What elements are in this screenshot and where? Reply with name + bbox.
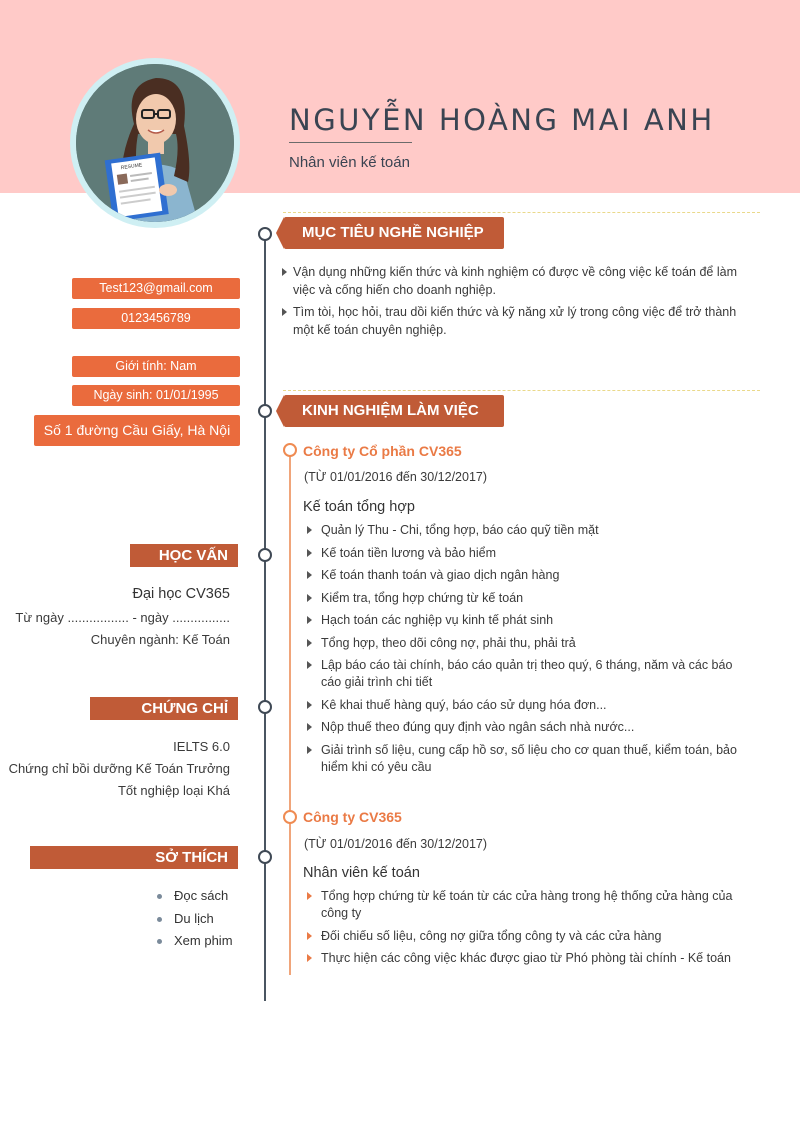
- job-title: Nhân viên kế toán: [303, 865, 420, 881]
- timeline-node-hobbies: [258, 850, 272, 864]
- job-node: [283, 443, 297, 457]
- objective-heading: MỤC TIÊU NGHỀ NGHIỆP: [284, 217, 504, 249]
- certificate-item: Tốt nghiệp loại Khá: [117, 783, 230, 798]
- job-node: [283, 810, 297, 824]
- job-company: Công ty CV365: [303, 809, 402, 825]
- avatar: [76, 64, 234, 222]
- list-item: Nộp thuế theo đúng quy định vào ngân sách nhà nước...: [305, 719, 755, 736]
- candidate-role: Nhân viên kế toán: [289, 154, 410, 171]
- list-item: Kế toán tiền lương và bảo hiểm: [305, 545, 755, 562]
- list-item: Tổng hợp, theo dõi công nợ, phải thu, phải trả: [305, 635, 755, 652]
- list-item: Tổng hợp chứng từ kế toán từ các cửa hàng trong hệ thống cửa hàng của công ty: [305, 888, 755, 922]
- experience-timeline: [289, 452, 291, 975]
- birthday-pill: Ngày sinh: 01/01/1995: [72, 385, 240, 406]
- objective-heading-arrow: [276, 217, 284, 249]
- job-period: (TỪ 01/01/2016 đến 30/12/2017): [304, 837, 488, 851]
- address-pill: Số 1 đường Cầu Giấy, Hà Nội: [34, 415, 240, 446]
- experience-heading-arrow: [276, 395, 284, 427]
- gender-pill: Giới tính: Nam: [72, 356, 240, 377]
- timeline-node-certificates: [258, 700, 272, 714]
- list-item: Hạch toán các nghiệp vụ kinh tế phát sinh: [305, 612, 755, 629]
- certificates-heading: CHỨNG CHỈ: [90, 697, 238, 720]
- certificate-item: IELTS 6.0: [173, 739, 230, 754]
- svg-text:RESUME: RESUME: [120, 162, 143, 172]
- timeline-node-education: [258, 548, 272, 562]
- phone-pill: 0123456789: [72, 308, 240, 329]
- list-item: Kế toán thanh toán và giao dịch ngân hàng: [305, 567, 755, 584]
- education-school: Đại học CV365: [132, 586, 230, 602]
- education-major: Chuyên ngành: Kế Toán: [90, 632, 230, 647]
- objective-list: [280, 263, 750, 343]
- list-item: Quản lý Thu - Chi, tổng hợp, báo cáo quỹ tiền mặt: [305, 522, 755, 539]
- list-item: Xem phim: [157, 933, 233, 956]
- list-item: Đọc sách: [157, 888, 233, 911]
- job-title: Kế toán tổng hợp: [303, 499, 415, 515]
- timeline-node-objective: [258, 227, 272, 241]
- list-item: Thực hiện các công việc khác được giao từ Phó phòng tài chính - Kế toán: [305, 950, 755, 967]
- list-item: Du lịch: [157, 911, 233, 934]
- name-divider: [289, 142, 412, 143]
- list-item: Vận dụng những kiến thức và kinh nghiệm có được về công việc kế toán để làm việc và cống hiến cho doanh nghiệp.: [280, 263, 750, 299]
- job-period: (TỪ 01/01/2016 đến 30/12/2017): [304, 470, 488, 484]
- job-company: Công ty Cổ phần CV365: [303, 443, 462, 459]
- timeline-node-experience: [258, 404, 272, 418]
- job-task-list: [305, 888, 755, 973]
- candidate-name: NGUYỄN HOÀNG MAI ANH: [289, 103, 715, 137]
- section-divider: [283, 212, 760, 213]
- email-pill: Test123@gmail.com: [72, 278, 240, 299]
- hobbies-list: [157, 888, 233, 956]
- list-item: Lập báo cáo tài chính, báo cáo quản trị theo quý, 6 tháng, năm và các báo cáo giải trình chi tiết: [305, 657, 755, 691]
- education-heading: HỌC VẤN: [130, 544, 238, 567]
- list-item: Đối chiếu số liệu, công nợ giữa tổng công ty và các cửa hàng: [305, 928, 755, 945]
- list-item: Tìm tòi, học hỏi, trau dồi kiến thức và kỹ năng xử lý trong công việc để trở thành một kế toán chuyên nghiệp.: [280, 303, 750, 339]
- job-task-list: [305, 522, 755, 781]
- experience-heading: KINH NGHIỆM LÀM VIỆC: [284, 395, 504, 427]
- list-item: Giải trình số liệu, cung cấp hồ sơ, số liệu cho cơ quan thuế, kiểm toán, bảo hiểm khi có yêu cầu: [305, 742, 755, 776]
- hobbies-heading: SỞ THÍCH: [30, 846, 238, 869]
- avatar-photo: [76, 64, 234, 222]
- section-divider: [283, 390, 760, 391]
- list-item: Kiểm tra, tổng hợp chứng từ kế toán: [305, 590, 755, 607]
- certificate-item: Chứng chỉ bồi dưỡng Kế Toán Trưởng: [8, 761, 230, 776]
- list-item: Kê khai thuế hàng quý, báo cáo sử dụng hóa đơn...: [305, 697, 755, 714]
- education-dates: Từ ngày ................. - ngày ................: [15, 610, 230, 625]
- timeline-line: [264, 233, 266, 1001]
